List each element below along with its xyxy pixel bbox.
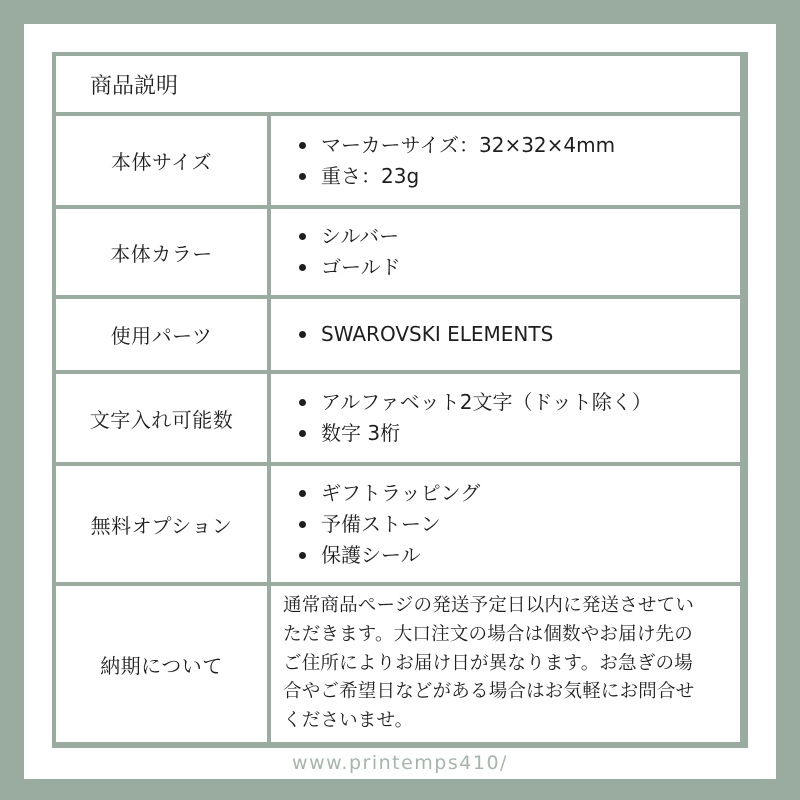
- note-line: ただきます。大口注文の場合は個数やお届け先の: [283, 623, 693, 645]
- note-line: 通常商品ページの発送予定日以内に発送させてい: [283, 595, 695, 616]
- list-item: 予備ストーン: [299, 509, 740, 540]
- value-engraving: [271, 374, 740, 462]
- label-body-color: 本体カラー: [56, 209, 267, 295]
- value-body-size: [271, 116, 740, 205]
- table-title: 商品説明: [56, 56, 740, 112]
- list-item: シルバー: [299, 221, 740, 252]
- list-item: ギフトラッピング: [299, 478, 740, 509]
- list-item: アルファベット2文字（ドット除く）: [299, 387, 740, 418]
- label-parts: 使用パーツ: [56, 299, 267, 370]
- value-delivery: [271, 586, 740, 742]
- note-line: 合やご希望日などがある場合はお気軽にお問合せ: [283, 681, 695, 703]
- value-body-color: [271, 209, 740, 295]
- label-body-size: 本体サイズ: [56, 116, 267, 205]
- value-free-options: [271, 466, 740, 582]
- description-table: [52, 52, 748, 748]
- label-engraving: 文字入れ可能数: [56, 374, 267, 462]
- note-line: くださいませ。: [283, 710, 414, 732]
- delivery-note: [271, 592, 740, 736]
- label-delivery: 納期について: [56, 586, 267, 742]
- list-item: 数字 3桁: [299, 418, 740, 449]
- list-item: ゴールド: [299, 252, 740, 283]
- list-item: 重さ：23g: [299, 161, 740, 192]
- value-parts: [271, 299, 740, 370]
- list-item: 保護シール: [299, 540, 740, 571]
- footer-url: www.printemps410/: [292, 752, 508, 774]
- list-item: SWAROVSKI ELEMENTS: [299, 319, 740, 350]
- label-free-options: 無料オプション: [56, 466, 267, 582]
- list-item: マーカーサイズ：32×32×4mm: [299, 130, 740, 161]
- note-line: ご住所によりお届け日が異なります。お急ぎの場: [283, 652, 693, 674]
